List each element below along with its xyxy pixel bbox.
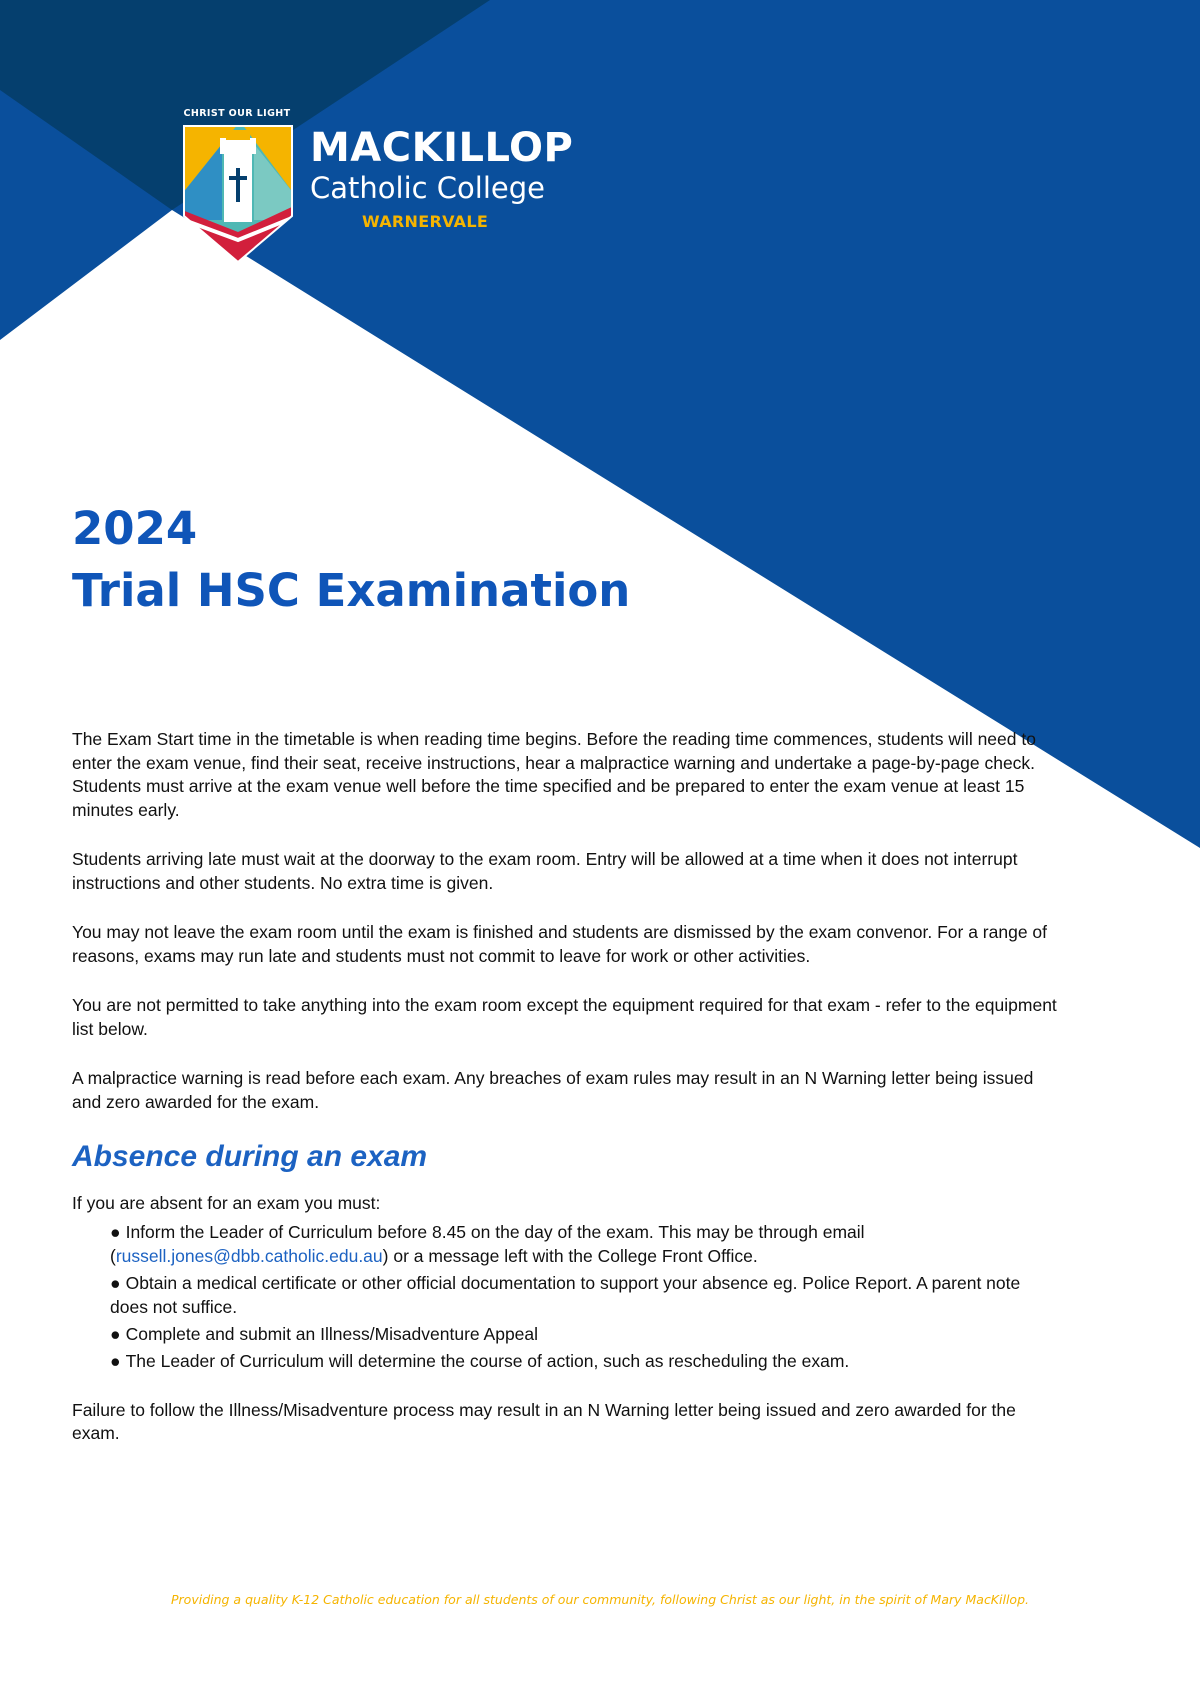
- bullet-icon: ●: [110, 1323, 121, 1344]
- paragraph-late-arrival: Students arriving late must wait at the doorway to the exam room. Entry will be allowed at a time when it does not interrupt instructions and other students. No extra time is given.: [72, 849, 1018, 893]
- list-item-text: Complete and submit an Illness/Misadventure Appeal: [125, 1323, 539, 1344]
- lighthouse-crest-icon: [182, 124, 294, 266]
- crest-motto: CHRIST OUR LIGHT: [183, 108, 291, 119]
- list-item-text: Inform the Leader of Curriculum before 8.45 on the day of the exam. This may be through email (: [110, 1221, 865, 1266]
- absence-list: [72, 1220, 1062, 1373]
- paragraph-malpractice: A malpractice warning is read before each exam. Any breaches of exam rules may result in an N Warning letter being issued and zero awarded for the exam.: [72, 1068, 1034, 1112]
- college-subtitle: Catholic College: [310, 171, 545, 205]
- title-year: 2024: [72, 502, 198, 555]
- list-item-text: The Leader of Curriculum will determine the course of action, such as rescheduling the exam.: [125, 1350, 850, 1371]
- document-title: [72, 498, 630, 622]
- bullet-icon: ●: [110, 1272, 121, 1293]
- footer-tagline: Providing a quality K-12 Catholic education for all students of our community, following Christ as our light, in the spirit of Mary MacKillop.: [171, 1592, 1029, 1607]
- absence-closing: Failure to follow the Illness/Misadventure process may result in an N Warning letter being issued and zero awarded for the exam.: [72, 1399, 1016, 1443]
- college-name: MACKILLOP: [310, 125, 574, 171]
- title-main: Trial HSC Examination: [72, 564, 631, 617]
- paragraph-leaving: You may not leave the exam room until the exam is finished and students are dismissed by the exam convenor. For a range of reasons, exams may run late and students must not commit to leave for work or other activities.: [72, 922, 1048, 966]
- brand-text: [310, 126, 573, 231]
- college-logo: [178, 108, 574, 268]
- list-item: [110, 1349, 1062, 1373]
- paragraph-exam-start: The Exam Start time in the timetable is when reading time begins. Before the reading time commences, students will need to enter the exam venue, find their seat, receive instructions, hear a malpractice warning and undertake a page-by-page check. Students must arrive at the exam venue well before the time specified and be prepared to enter the exam venue at least 15 minutes early.: [72, 729, 1036, 820]
- email-link[interactable]: russell.jones@dbb.catholic.edu.au: [115, 1245, 383, 1266]
- bullet-icon: ●: [110, 1221, 121, 1242]
- absence-intro: If you are absent for an exam you must:: [72, 1193, 381, 1213]
- bullet-icon: ●: [110, 1350, 121, 1371]
- list-item-text: Obtain a medical certificate or other official documentation to support your absence eg. Police Report. A parent note does not suffice.: [110, 1272, 1021, 1317]
- list-item-text: ) or a message left with the College Front Office.: [382, 1245, 758, 1266]
- paragraph-equipment: You are not permitted to take anything into the exam room except the equipment required for that exam - refer to the equipment list below.: [72, 995, 1057, 1039]
- list-item: [110, 1322, 1062, 1346]
- main-content: [72, 728, 1062, 1472]
- absence-heading: Absence during an exam: [72, 1140, 428, 1173]
- list-item: [110, 1271, 1062, 1319]
- list-item: [110, 1220, 1062, 1268]
- college-location: WARNERVALE: [362, 212, 489, 231]
